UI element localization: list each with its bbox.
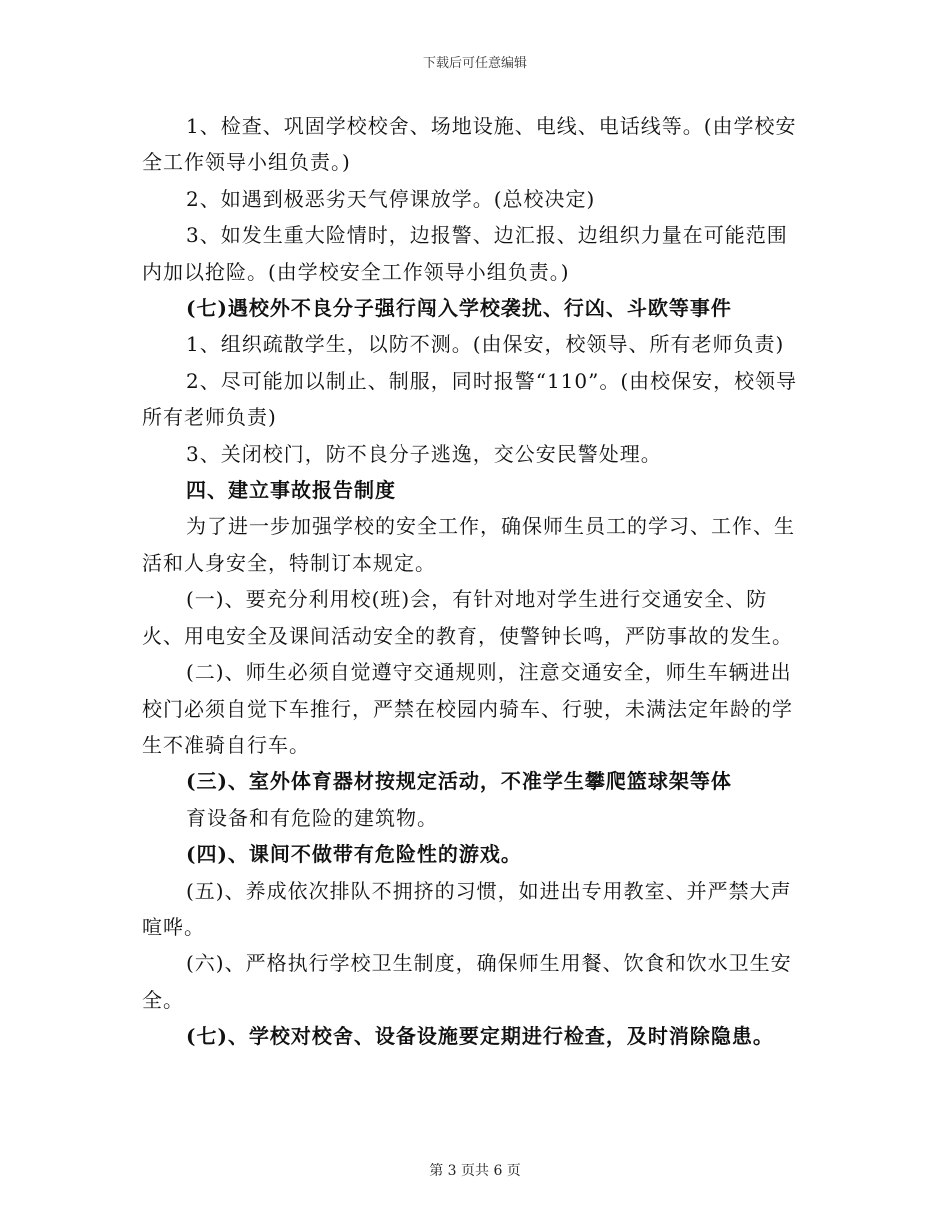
paragraph: (七)、学校对校舍、设备设施要定期进行检查，及时消除隐患。 [186, 1024, 774, 1049]
page-header: 下载后可任意编辑 [422, 56, 527, 71]
paragraph: 育设备和有危险的建筑物。 [186, 805, 438, 830]
paragraph: (三)、室外体育器材按规定活动，不准学生攀爬篮球架等体 [186, 769, 732, 794]
paragraph: (二)、师生必须自觉遵守交通规则，注意交通安全，师生车辆进出校门必须自觉下车推行，严禁在校园内骑车、行驶，未满法定年龄的学生不准骑自行车。 [142, 660, 793, 757]
paragraph: 3、如发生重大险情时，边报警、边汇报、边组织力量在可能范围内加以抢险。(由学校安全工作领导小组负责。) [142, 223, 788, 284]
paragraph: 四、建立事故报告制度 [186, 478, 396, 503]
paragraph: (一)、要充分利用校(班)会，有针对地对学生进行交通安全、防火、用电安全及课间活动安全的教育，使警钟长鸣，严防事故的发生。 [142, 587, 793, 648]
paragraph: (六)、严格执行学校卫生制度，确保师生用餐、饮食和饮水卫生安全。 [142, 951, 792, 1012]
paragraph: (五)、养成依次排队不拥挤的习惯，如进出专用教室、并严禁大声喧哗。 [142, 878, 792, 939]
paragraph: 2、尽可能加以制止、制服，同时报警“110”。(由校保安，校领导所有老师负责) [142, 368, 798, 430]
document-body [142, 108, 807, 1055]
paragraph: (四)、课间不做带有危险性的游戏。 [186, 842, 522, 867]
page-footer: 第 3 页共 6 页 [429, 1163, 521, 1179]
paragraph: 2、如遇到极恶劣天气停课放学。(总校决定) [186, 186, 596, 211]
paragraph: (七)遇校外不良分子强行闯入学校袭扰、行凶、斗欧等事件 [186, 296, 732, 321]
paragraph: 3、关闭校门，防不良分子逃逸，交公安民警处理。 [186, 441, 662, 466]
paragraph: 1、组织疏散学生，以防不测。(由保安，校领导、所有老师负责) [186, 332, 785, 357]
paragraph: 1、检查、巩固学校校舍、场地设施、电线、电话线等。(由学校安全工作领导小组负责。) [142, 114, 797, 175]
paragraph: 为了进一步加强学校的安全工作，确保师生员工的学习、工作、生活和人身安全，特制订本规定。 [142, 514, 795, 575]
